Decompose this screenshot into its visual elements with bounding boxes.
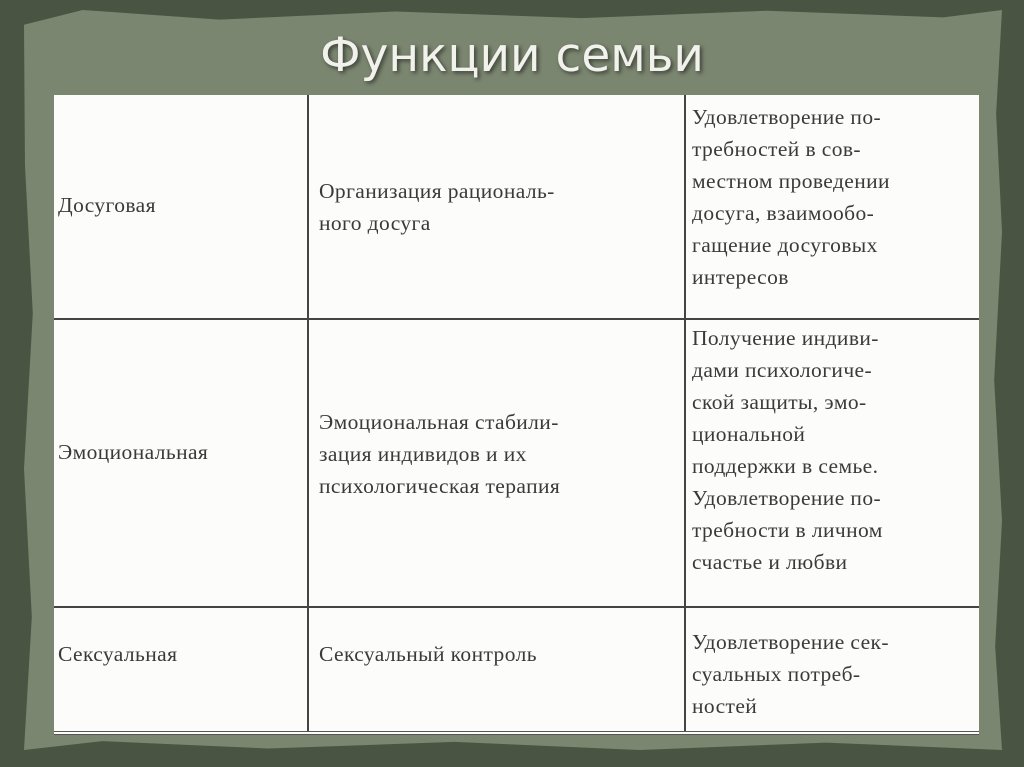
functions-table <box>54 95 979 735</box>
content-line: Организация рациональ- <box>319 179 555 203</box>
function-name-cell <box>54 319 308 607</box>
function-content-cell <box>308 607 685 733</box>
function-content-cell <box>308 95 685 319</box>
needs-line: Удовлетворение по- <box>692 105 882 129</box>
needs-line: ностей <box>692 694 758 718</box>
needs-line: интересов <box>692 265 789 289</box>
table-row <box>54 607 979 733</box>
needs-line: поддержки в семье. <box>692 454 879 478</box>
function-name: Досуговая <box>58 193 156 217</box>
needs-line: досуга, взаимообо- <box>692 201 875 225</box>
needs-line: гащение досуговых <box>692 233 878 257</box>
needs-line: циональной <box>692 422 806 446</box>
needs-line: ской защиты, эмо- <box>692 390 867 414</box>
content-line: психологическая терапия <box>319 474 561 498</box>
content-line: Сексуальный контроль <box>319 642 537 666</box>
needs-line: требности в личном <box>692 518 883 542</box>
content-line: ного досуга <box>319 211 431 235</box>
needs-cell <box>685 95 979 319</box>
content-line: Эмоциональная стабили- <box>319 410 559 434</box>
slide-title: Функции семьи <box>320 28 704 83</box>
needs-line: Удовлетворение сек- <box>692 630 889 654</box>
needs-line: местном проведении <box>692 169 890 193</box>
needs-line: Получение индиви- <box>692 326 879 350</box>
needs-cell <box>685 607 979 733</box>
needs-line: дами психологиче- <box>692 358 873 382</box>
function-name-cell <box>54 95 308 319</box>
function-content-cell <box>308 319 685 607</box>
function-name-cell <box>54 607 308 733</box>
table-row <box>54 319 979 607</box>
table-row <box>54 95 979 319</box>
content-line: зация индивидов и их <box>319 442 527 466</box>
function-name: Сексуальная <box>58 642 178 666</box>
needs-line: требностей в сов- <box>692 137 861 161</box>
needs-line: счастье и любви <box>692 550 848 574</box>
needs-line: суальных потреб- <box>692 662 861 686</box>
needs-cell <box>685 319 979 607</box>
function-name: Эмоциональная <box>58 440 209 464</box>
needs-line: Удовлетворение по- <box>692 486 882 510</box>
